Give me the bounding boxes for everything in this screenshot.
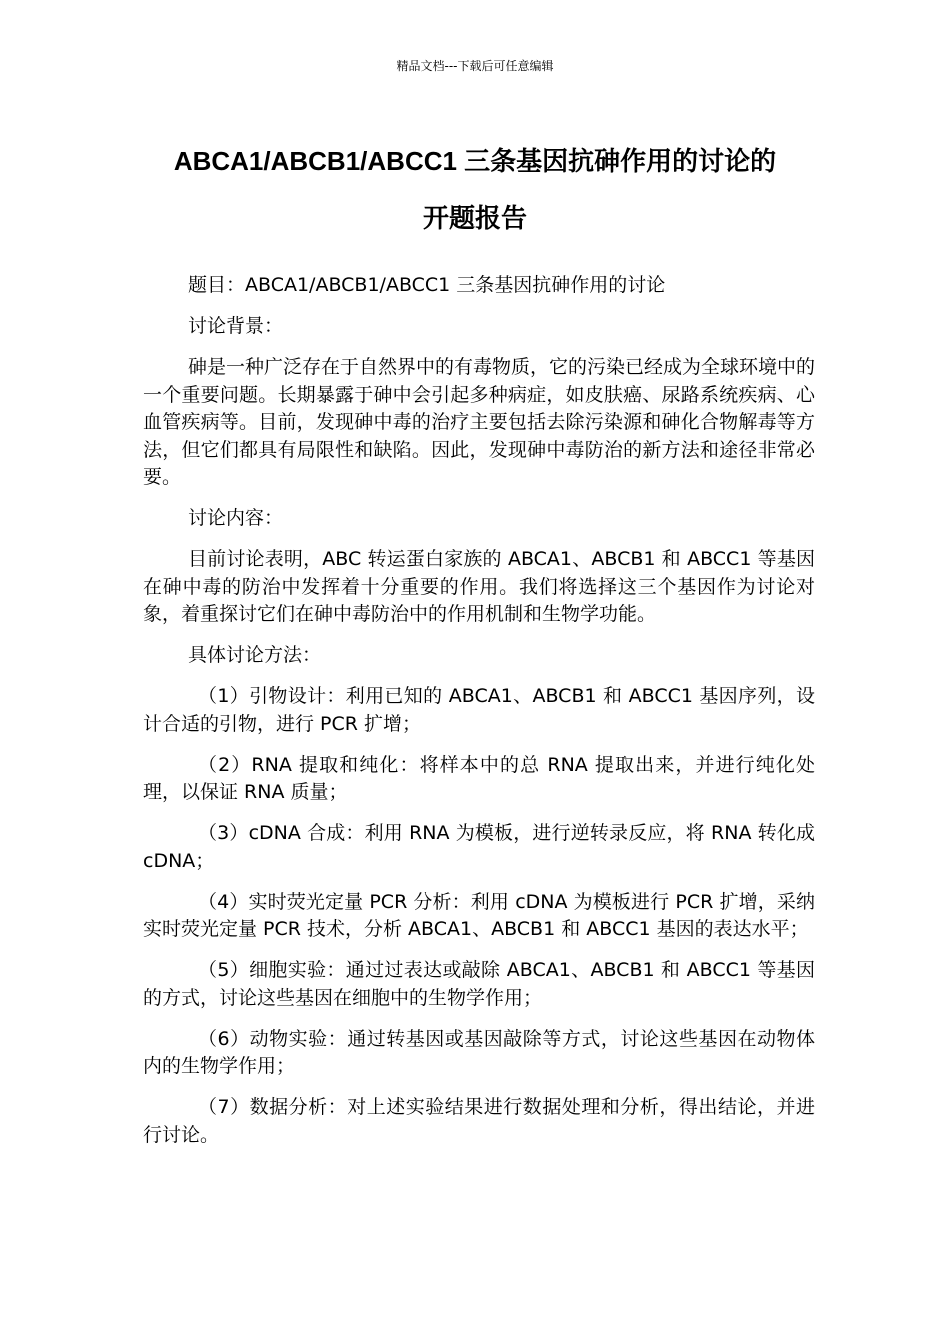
document-body bbox=[143, 272, 815, 1163]
method-item-7: （7）数据分析：对上述实验结果进行数据处理和分析，得出结论，并进行讨论。 bbox=[143, 1096, 815, 1146]
background-heading: 讨论背景： bbox=[188, 315, 284, 337]
title-line-2: 开题报告 bbox=[422, 203, 527, 233]
content-heading: 讨论内容： bbox=[188, 507, 284, 529]
methods-heading: 具体讨论方法： bbox=[188, 644, 322, 666]
method-item-6: （6）动物实验：通过转基因或基因敲除等方式，讨论这些基因在动物体内的生物学作用； bbox=[143, 1027, 815, 1077]
document-title bbox=[120, 133, 830, 247]
content-paragraph: 目前讨论表明，ABC 转运蛋白家族的 ABCA1、ABCB1 和 ABCC1 等基因在砷中毒的防治中发挥着十分重要的作用。我们将选择这三个基因作为讨论对象，着重探讨它们在砷中毒防治中的作用机制和生物学功能。 bbox=[143, 548, 815, 625]
title-line-1: ABCA1/ABCB1/ABCC1 三条基因抗砷作用的讨论的 bbox=[173, 146, 777, 176]
background-paragraph: 砷是一种广泛存在于自然界中的有毒物质，它的污染已经成为全球环境中的一个重要问题。长期暴露于砷中会引起多种病症，如皮肤癌、尿路系统疾病、心血管疾病等。目前，发现砷中毒的治疗主要包括去除污染源和砷化合物解毒等方法，但它们都具有局限性和缺陷。因此，发现砷中毒防治的新方法和途径非常必要。 bbox=[143, 356, 816, 488]
method-item-1: （1）引物设计：利用已知的 ABCA1、ABCB1 和 ABCC1 基因序列，设计合适的引物，进行 PCR 扩增； bbox=[143, 685, 815, 735]
topic-line: 题目：ABCA1/ABCB1/ABCC1 三条基因抗砷作用的讨论 bbox=[188, 274, 666, 296]
method-item-5: （5）细胞实验：通过过表达或敲除 ABCA1、ABCB1 和 ABCC1 等基因的方式，讨论这些基因在细胞中的生物学作用； bbox=[143, 959, 815, 1009]
method-item-3: （3）cDNA 合成：利用 RNA 为模板，进行逆转录反应，将 RNA 转化成 cDNA； bbox=[143, 822, 815, 872]
method-item-4: （4）实时荧光定量 PCR 分析：利用 cDNA 为模板进行 PCR 扩增，采纳实时荧光定量 PCR 技术，分析 ABCA1、ABCB1 和 ABCC1 基因的表达水平； bbox=[143, 890, 815, 940]
method-item-2: （2）RNA 提取和纯化：将样本中的总 RNA 提取出来，并进行纯化处理，以保证 RNA 质量； bbox=[143, 753, 815, 803]
page-header-note: 精品文档---下载后可任意编辑 bbox=[396, 59, 554, 73]
